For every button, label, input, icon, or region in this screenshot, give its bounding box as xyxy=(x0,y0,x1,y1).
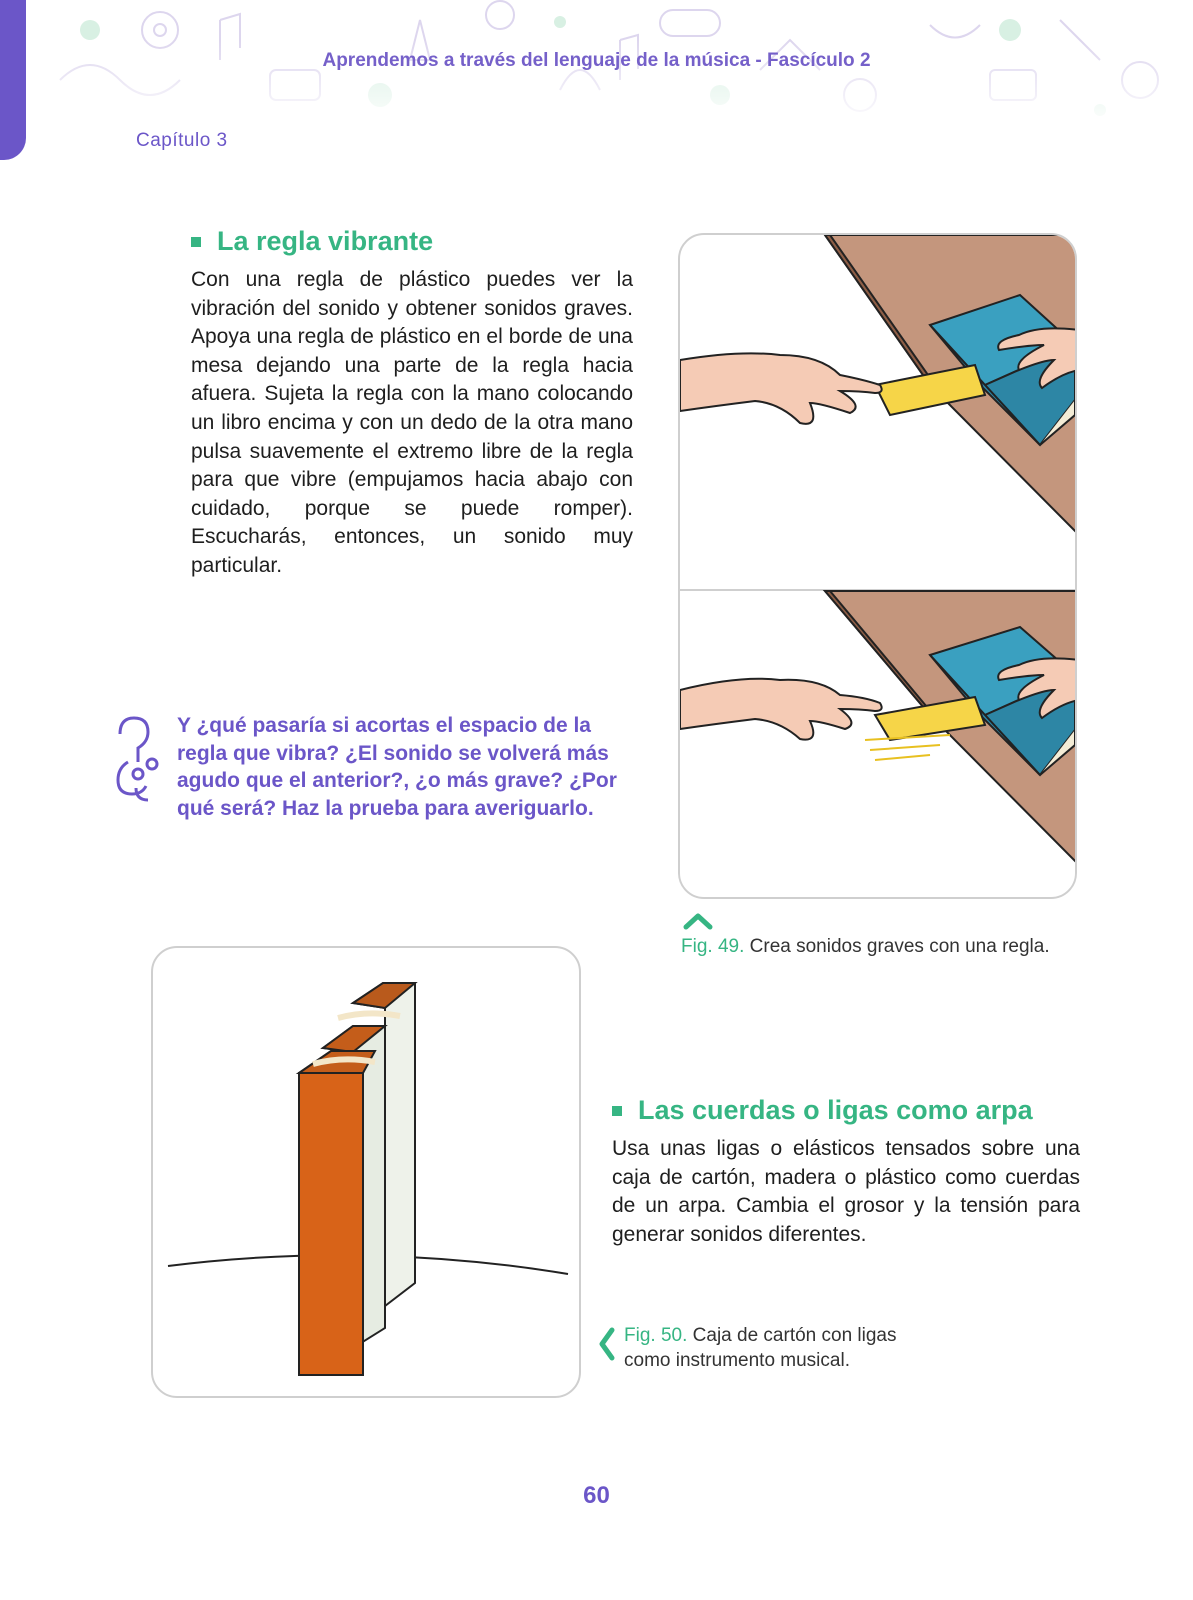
figure-50-caption-line2: como instrumento musical. xyxy=(624,1350,850,1371)
figure-49-illustration xyxy=(678,233,1077,899)
caret-left-icon xyxy=(598,1326,616,1362)
chapter-label: Capítulo 3 xyxy=(136,130,228,151)
page-number: 60 xyxy=(583,1482,610,1509)
figure-49-caption xyxy=(681,934,1101,959)
section-title-ruler xyxy=(191,226,433,257)
section-ruler-body: Con una regla de plástico puedes ver la vibración del sonido y obtener sonidos graves. Apoya una regla de plástico en el borde de una mesa dejando una parte de la regla hacia afuera. Sujeta la regla con la mano colocando un libro encima y con un dedo de la otra mano pulsa suavemente el extremo libre de la regla para que vibre (empujamos hacia abajo con cuidado, porque se puede romper). Escucharás, entonces, un sonido muy particular. xyxy=(191,268,633,577)
bullet-icon xyxy=(191,237,201,247)
section-title-ruler-text: La regla vibrante xyxy=(217,226,434,256)
section-title-strings-text: Las cuerdas o ligas como arpa xyxy=(638,1095,1033,1125)
figure-50-label: Fig. 50. xyxy=(624,1325,688,1346)
caret-up-icon xyxy=(683,912,713,930)
chapter-side-tab xyxy=(0,0,26,160)
section-strings-body: Usa unas ligas o elásticos tensados sobre una caja de cartón, madera o plástico como cuerdas de un arpa. Cambia el grosor y la tensión para generar sonidos diferentes. xyxy=(612,1137,1080,1246)
figure-49-caption-text: Crea sonidos graves con una regla. xyxy=(749,936,1050,957)
figure-50-illustration xyxy=(151,946,581,1398)
question-callout xyxy=(112,712,632,822)
figure-50-caption xyxy=(624,1323,1044,1373)
question-marks-icon xyxy=(112,712,166,808)
bullet-icon xyxy=(612,1106,622,1116)
figure-50-caption-line1: Caja de cartón con ligas xyxy=(692,1325,897,1346)
running-title: Aprendemos a través del lenguaje de la música - Fascículo 2 xyxy=(322,50,871,71)
section-title-strings xyxy=(612,1095,1033,1126)
figure-49-label: Fig. 49. xyxy=(681,936,745,957)
question-text: Y ¿qué pasaría si acortas el espacio de la regla que vibra? ¿El sonido se volverá más agudo que el anterior?, ¿o más grave? ¿Por qué será? Haz la prueba para averiguarlo. xyxy=(177,714,617,820)
